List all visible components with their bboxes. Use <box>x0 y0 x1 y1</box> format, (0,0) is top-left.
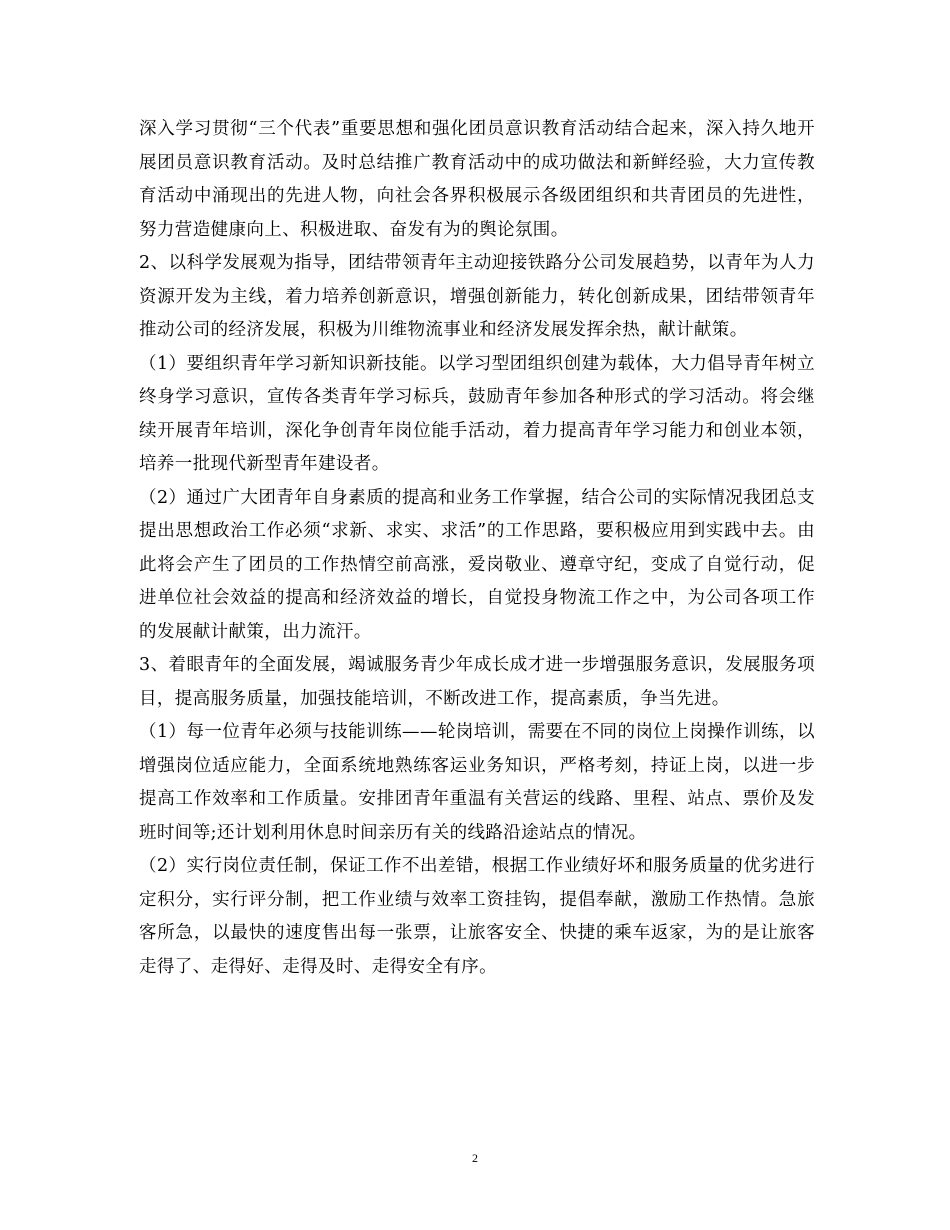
page-number: 2 <box>472 1151 478 1165</box>
paragraph-5: 3、着眼青年的全面发展，竭诚服务青少年成长成才进一步增强服务意识，发展服务项目，提高服务质量，加强技能培训，不断改进工作，提高素质，争当先进。 <box>139 655 815 709</box>
paragraph-6: （1）每一位青年必须与技能训练——轮岗培训，需要在不同的岗位上岗操作训练，以增强岗位适应能力，全面系统地熟练客运业务知识，严格考刻，持证上岗，以进一步提高工作效率和工作质量。安排团青年重温有关营运的线路、里程、站点、票价及发班时间等;还计划利用休息时间亲历有关的线路沿途站点的情况。 <box>139 722 815 843</box>
paragraph-2: 2、以科学发展观为指导，团结带领青年主动迎接铁路分公司发展趋势，以青年为人力资源开发为主线，着力培养创新意识，增强创新能力，转化创新成果，团结带领青年推动公司的经济发展，积极为川维物流事业和经济发展发挥余热，献计献策。 <box>139 253 815 340</box>
paragraph-4: （2）通过广大团青年自身素质的提高和业务工作掌握，结合公司的实际情况我团总支提出思想政治工作必须“求新、求实、求活”的工作思路，要积极应用到实践中去。由此将会产生了团员的工作热情空前高涨，爱岗敬业、遵章守纪，变成了自觉行动，促进单位社会效益的提高和经济效益的增长，自觉投身物流工作之中，为公司各项工作的发展献计献策，出力流汗。 <box>139 487 815 642</box>
document-body <box>139 113 815 984</box>
paragraph-3: （1）要组织青年学习新知识新技能。以学习型团组织创建为载体，大力倡导青年树立终身学习意识，宣传各类青年学习标兵，鼓励青年参加各种形式的学习活动。将会继续开展青年培训，深化争创青年岗位能手活动，着力提高青年学习能力和创业本领，培养一批现代新型青年建设者。 <box>139 353 815 474</box>
paragraph-1: 深入学习贯彻“三个代表”重要思想和强化团员意识教育活动结合起来，深入持久地开展团员意识教育活动。及时总结推广教育活动中的成功做法和新鲜经验，大力宣传教育活动中涌现出的先进人物，向社会各界积极展示各级团组织和共青团员的先进性，努力营造健康向上、积极进取、奋发有为的舆论氛围。 <box>139 119 815 240</box>
paragraph-7: （2）实行岗位责任制，保证工作不出差错，根据工作业绩好坏和服务质量的优劣进行定积分，实行评分制，把工作业绩与效率工资挂钩，提倡奉献，激励工作热情。急旅客所急，以最快的速度售出每一张票，让旅客安全、快捷的乘车返家，为的是让旅客走得了、走得好、走得及时、走得安全有序。 <box>139 856 815 977</box>
